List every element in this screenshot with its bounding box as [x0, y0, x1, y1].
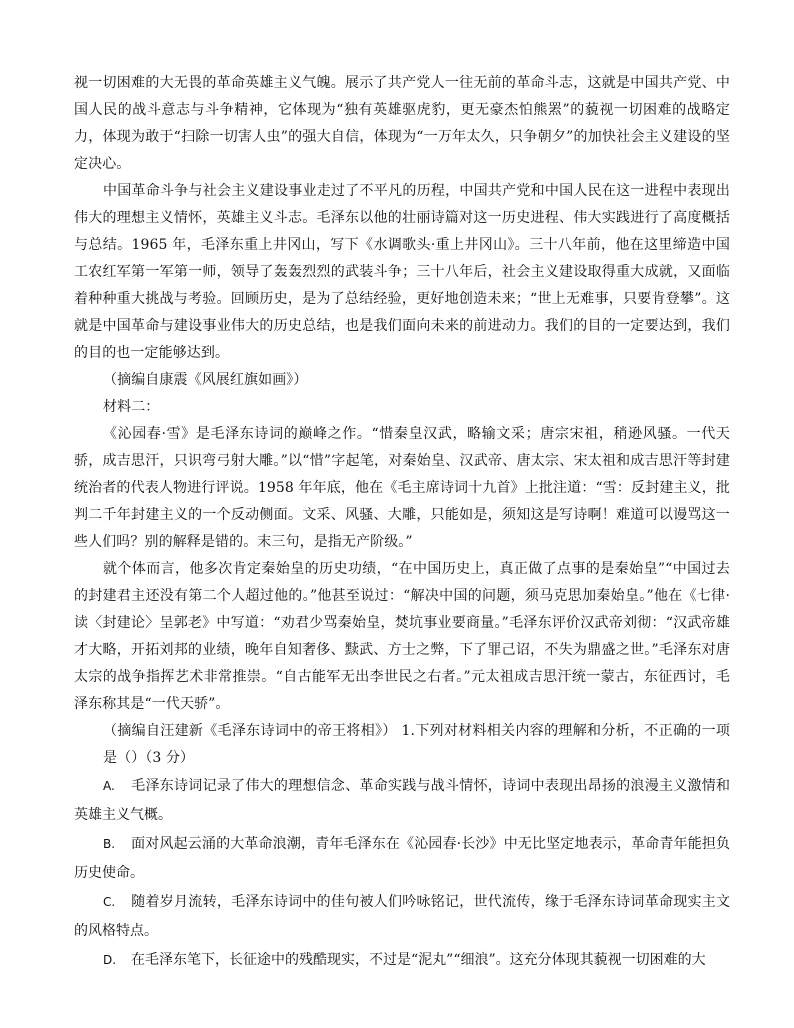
source-citation-1: （摘编自康震《风展红旗如画》）	[103, 372, 308, 388]
option-d[interactable]	[74, 946, 730, 975]
document-page	[74, 70, 730, 975]
option-c[interactable]	[74, 888, 730, 946]
option-b[interactable]	[74, 830, 730, 888]
paragraph-continuation: 视一切困难的大无畏的革命英雄主义气魄。展示了共产党人一往无前的革命斗志，这就是中国共产党、中国人民的战斗意志与斗争精神，它体现为“独有英雄驱虎豹，更无豪杰怕熊罴”的藐视一切困难的战略定力，体现为敢于“扫除一切害人虫”的强大自信，体现为“一万年太久，只争朝夕”的加快社会主义建设的坚定决心。	[74, 75, 730, 172]
paragraph-revolution-history: 中国革命斗争与社会主义建设事业走过了不平凡的历程，中国共产党和中国人民在这一进程中表现出伟大的理想主义情怀，英雄主义斗志。毛泽东以他的壮丽诗篇对这一历史进程、伟大实践进行了高度概括与总结。1965 年，毛泽东重上井冈山，写下《水调歌头·重上井冈山》。三十八年前，他在这里缔造中国工农红军第一军第一师，领导了轰轰烈烈的武装斗争；三十八年后，社会主义建设取得重大成就，又面临着种种重大挑战与考验。回顾历史，是为了总结经验，更好地创造未来；“世上无难事，只要肯登攀”。这就是中国革命与建设事业伟大的历史总结，也是我们面向未来的前进动力。我们的目的一定要达到，我们的目的也一定能够达到。	[74, 183, 730, 361]
option-text: 在毛泽东笔下，长征途中的残酷现实，不过是“泥丸”“细浪”。这充分体现其藐视一切困难的大	[131, 952, 706, 968]
source-citation-2-question: （摘编自汪建新《毛泽东诗词中的帝王将相》） 1.下列对材料相关内容的理解和分析，不正确的一项是（）（3 分）	[103, 723, 730, 766]
paragraph-emperors: 就个体而言，他多次肯定秦始皇的历史功绩，“在中国历史上，真正做了点事的是秦始皇”“中国过去的封建君主还没有第二个人超过他的。”他甚至说过：“解决中国的问题，须马克思加秦始皇。”他在《七律·读〈封建论〉呈郭老》中写道：“劝君少骂秦始皇，焚坑事业要商量。”毛泽东评价汉武帝刘彻：“汉武帝雄才大略，开拓刘邦的业绩，晚年自知奢侈、黩武、方士之弊，下了罪己诏，不失为鼎盛之世。”毛泽东对唐太宗的战争指挥艺术非常推崇。“自古能军无出李世民之右者。”元太祖成吉思汗统一蒙古，东征西讨，毛泽东称其是“一代天骄”。	[74, 561, 730, 712]
paragraph-qinyuanchun: 《沁园春·雪》是毛泽东诗词的巅峰之作。“惜秦皇汉武，略输文采；唐宗宋祖，稍逊风骚。一代天骄，成吉思汗，只识弯弓射大雕。”以“惜”字起笔，对秦始皇、汉武帝、唐太宗、宋太祖和成吉思汗等封建统治者的代表人物进行评说。1958 年年底，他在《毛主席诗词十九首》上批注道：“雪：反封建主义，批判二千年封建主义的一个反动侧面。文采、风骚、大雕，只能如是，须知这是写诗啊！难道可以谩骂这一些人们吗？别的解释是错的。末三句，是指无产阶级。”	[74, 426, 730, 550]
option-letter: C.	[103, 895, 116, 909]
option-text: 随着岁月流转，毛泽东诗词中的佳句被人们吟咏铭记，世代流传，缘于毛泽东诗词革命现实主文的风格特点。	[74, 894, 730, 939]
material-two-heading: 材料二：	[103, 399, 160, 415]
option-letter: D.	[103, 953, 117, 967]
option-letter: A.	[103, 779, 115, 793]
option-text: 毛泽东诗词记录了伟大的理想信念、革命实践与战斗情怀，诗词中表现出昂扬的浪漫主义激情和英雄主义气概。	[74, 778, 730, 823]
option-text: 面对风起云涌的大革命浪潮，青年毛泽东在《沁园春·长沙》中无比坚定地表示，革命青年能担负历史使命。	[74, 836, 730, 881]
option-a[interactable]	[74, 772, 730, 830]
option-letter: B.	[103, 837, 116, 851]
